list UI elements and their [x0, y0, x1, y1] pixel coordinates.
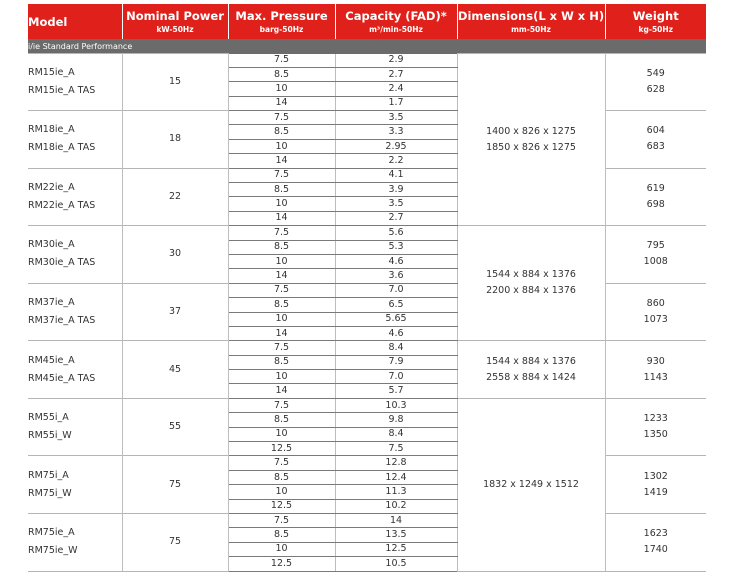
model-name: RM45ie_A TAS: [28, 372, 96, 384]
weight-cell: [605, 514, 706, 572]
pressure-cell: 8.5: [228, 413, 335, 427]
capacity-cell: 2.9: [335, 54, 457, 68]
dimension-value: 1850 x 826 x 1275: [486, 141, 576, 153]
pressure-cell: 8.5: [228, 240, 335, 254]
capacity-cell: 5.65: [335, 312, 457, 326]
weight-header-unit: kg-50Hz: [638, 24, 674, 34]
model-name: RM15ie_A: [28, 67, 75, 79]
section-label: i/ie Standard Performance: [28, 39, 706, 54]
weight-value: 619: [646, 182, 665, 194]
capacity-cell: 3.6: [335, 269, 457, 283]
power-header: [122, 4, 228, 39]
model-name: RM37ie_A: [28, 297, 75, 309]
capacity-cell: 5.6: [335, 226, 457, 240]
power-cell: 75: [122, 514, 228, 572]
pressure-cell: 14: [228, 269, 335, 283]
model-name: RM18ie_A TAS: [28, 142, 96, 154]
pressure-cell: 10: [228, 427, 335, 441]
capacity-cell: 2.4: [335, 82, 457, 96]
pressure-cell: 8.5: [228, 528, 335, 542]
capacity-cell: 10.2: [335, 499, 457, 513]
pressure-header-title: Max. Pressure: [235, 8, 328, 23]
model-cell: [28, 398, 122, 456]
model-name: RM15ie_A TAS: [28, 85, 96, 97]
model-header: Model: [28, 4, 122, 39]
model-name: RM75ie_A: [28, 527, 75, 539]
capacity-cell: 10.5: [335, 557, 457, 571]
pressure-cell: 7.5: [228, 341, 335, 355]
weight-cell: [605, 168, 706, 226]
dimension-value: 2200 x 884 x 1376: [486, 285, 576, 297]
capacity-cell: 7.9: [335, 355, 457, 369]
capacity-cell: 7.0: [335, 283, 457, 297]
capacity-cell: 14: [335, 514, 457, 528]
weight-value: 1350: [643, 429, 668, 441]
model-name: RM30ie_A TAS: [28, 257, 96, 269]
capacity-cell: 4.1: [335, 168, 457, 182]
model-cell: [28, 226, 122, 284]
weight-value: 698: [646, 198, 665, 210]
model-cell: [28, 283, 122, 341]
capacity-header-title: Capacity (FAD)*: [345, 8, 447, 23]
dimensions-cell: [457, 398, 605, 571]
capacity-cell: 3.3: [335, 125, 457, 139]
power-cell: 22: [122, 168, 228, 226]
pressure-cell: 14: [228, 96, 335, 110]
weight-value: 795: [646, 240, 665, 252]
dimension-value: 1544 x 884 x 1376: [486, 269, 576, 281]
pressure-cell: 8.5: [228, 355, 335, 369]
capacity-header-unit: m³/min-50Hz: [369, 24, 423, 34]
weight-cell: [605, 54, 706, 111]
capacity-cell: 13.5: [335, 528, 457, 542]
dimension-value: 2558 x 884 x 1424: [486, 371, 576, 383]
capacity-cell: 2.7: [335, 67, 457, 81]
weight-value: 1740: [643, 544, 668, 556]
capacity-cell: 12.4: [335, 470, 457, 484]
weight-value: 549: [646, 68, 665, 80]
power-header-title: Nominal Power: [126, 8, 224, 23]
model-cell: [28, 341, 122, 399]
pressure-cell: 8.5: [228, 125, 335, 139]
weight-cell: [605, 111, 706, 169]
pressure-cell: 10: [228, 370, 335, 384]
pressure-cell: 12.5: [228, 442, 335, 456]
power-cell: 18: [122, 111, 228, 169]
table-row: [28, 398, 706, 412]
capacity-cell: 5.3: [335, 240, 457, 254]
dimension-value: 1832 x 1249 x 1512: [483, 478, 579, 490]
capacity-cell: 6.5: [335, 298, 457, 312]
capacity-cell: 7.0: [335, 370, 457, 384]
pressure-cell: 10: [228, 312, 335, 326]
pressure-cell: 10: [228, 197, 335, 211]
pressure-cell: 14: [228, 154, 335, 168]
power-cell: 37: [122, 283, 228, 341]
table-row: [28, 168, 706, 182]
pressure-cell: 8.5: [228, 67, 335, 81]
capacity-cell: 5.7: [335, 384, 457, 398]
pressure-cell: 10: [228, 82, 335, 96]
capacity-cell: 4.6: [335, 326, 457, 340]
capacity-cell: 3.9: [335, 183, 457, 197]
weight-value: 1419: [643, 486, 668, 498]
pressure-cell: 12.5: [228, 557, 335, 571]
weight-value: 1302: [643, 470, 668, 482]
weight-value: 683: [646, 141, 665, 153]
pressure-cell: 7.5: [228, 226, 335, 240]
dimensions-cell: [457, 341, 605, 399]
pressure-cell: 10: [228, 542, 335, 556]
weight-cell: [605, 341, 706, 399]
capacity-cell: 11.3: [335, 485, 457, 499]
pressure-cell: 7.5: [228, 111, 335, 125]
weight-header-title: Weight: [632, 8, 679, 23]
pressure-cell: 7.5: [228, 398, 335, 412]
capacity-cell: 10.3: [335, 398, 457, 412]
capacity-cell: 2.95: [335, 139, 457, 153]
section-row: [28, 39, 706, 54]
pressure-cell: 14: [228, 211, 335, 225]
power-cell: 75: [122, 456, 228, 514]
pressure-cell: 7.5: [228, 456, 335, 470]
weight-value: 930: [646, 355, 665, 367]
power-cell: 45: [122, 341, 228, 399]
pressure-cell: 14: [228, 326, 335, 340]
dimensions-cell: [457, 226, 605, 341]
capacity-cell: 7.5: [335, 442, 457, 456]
power-cell: 15: [122, 54, 228, 111]
weight-value: 860: [646, 298, 665, 310]
pressure-cell: 8.5: [228, 183, 335, 197]
pressure-cell: 7.5: [228, 168, 335, 182]
model-name: RM30ie_A: [28, 239, 75, 251]
model-cell: [28, 54, 122, 111]
weight-cell: [605, 226, 706, 284]
dimensions-header-title: Dimensions(L x W x H): [457, 8, 605, 23]
capacity-cell: 9.8: [335, 413, 457, 427]
pressure-cell: 10: [228, 139, 335, 153]
weight-header: [605, 4, 706, 39]
pressure-cell: 7.5: [228, 283, 335, 297]
model-cell: [28, 514, 122, 572]
model-name: RM55i_W: [28, 430, 72, 442]
pressure-cell: 10: [228, 254, 335, 268]
table-row: [28, 226, 706, 240]
pressure-cell: 10: [228, 485, 335, 499]
dimensions-header-unit: mm-50Hz: [511, 24, 551, 34]
pressure-cell: 7.5: [228, 54, 335, 68]
model-name: RM75ie_W: [28, 545, 78, 557]
table-row: [28, 514, 706, 528]
model-name: RM45ie_A: [28, 354, 75, 366]
table-row: [28, 54, 706, 68]
power-cell: 55: [122, 398, 228, 456]
pressure-header: [228, 4, 335, 39]
capacity-cell: 12.8: [335, 456, 457, 470]
weight-cell: [605, 283, 706, 341]
capacity-cell: 2.7: [335, 211, 457, 225]
capacity-cell: 1.7: [335, 96, 457, 110]
pressure-cell: 14: [228, 384, 335, 398]
capacity-header: [335, 4, 457, 39]
dimensions-header: [457, 4, 605, 39]
model-name: RM18ie_A: [28, 124, 75, 136]
power-cell: 30: [122, 226, 228, 284]
capacity-cell: 4.6: [335, 254, 457, 268]
weight-value: 1233: [643, 413, 668, 425]
weight-value: 1008: [643, 256, 668, 268]
model-cell: [28, 111, 122, 169]
weight-cell: [605, 456, 706, 514]
pressure-cell: 8.5: [228, 298, 335, 312]
pressure-header-unit: barg-50Hz: [259, 24, 304, 34]
dimension-value: 1400 x 826 x 1275: [486, 125, 576, 137]
capacity-cell: 12.5: [335, 542, 457, 556]
table-row: [28, 456, 706, 470]
weight-value: 604: [646, 125, 665, 137]
weight-value: 1073: [643, 314, 668, 326]
model-name: RM22ie_A: [28, 181, 75, 193]
specification-table: [28, 4, 706, 572]
model-name: RM37ie_A TAS: [28, 315, 96, 327]
table-row: [28, 111, 706, 125]
table-body: [28, 54, 706, 572]
model-name: RM22ie_A TAS: [28, 199, 96, 211]
capacity-cell: 3.5: [335, 197, 457, 211]
header-row: [28, 4, 706, 39]
model-cell: [28, 168, 122, 226]
dimensions-cell: [457, 54, 605, 226]
dimension-value: 1544 x 884 x 1376: [486, 355, 576, 367]
weight-value: 628: [646, 84, 665, 96]
pressure-cell: 12.5: [228, 499, 335, 513]
power-header-unit: kW-50Hz: [156, 24, 194, 34]
table-row: [28, 283, 706, 297]
weight-cell: [605, 398, 706, 456]
model-name: RM75i_A: [28, 469, 69, 481]
model-name: RM75i_W: [28, 487, 72, 499]
capacity-cell: 3.5: [335, 111, 457, 125]
pressure-cell: 8.5: [228, 470, 335, 484]
capacity-cell: 2.2: [335, 154, 457, 168]
weight-value: 1143: [643, 371, 668, 383]
weight-value: 1623: [643, 528, 668, 540]
table-row: [28, 341, 706, 355]
model-name: RM55i_A: [28, 412, 69, 424]
pressure-cell: 7.5: [228, 514, 335, 528]
capacity-cell: 8.4: [335, 427, 457, 441]
model-cell: [28, 456, 122, 514]
capacity-cell: 8.4: [335, 341, 457, 355]
